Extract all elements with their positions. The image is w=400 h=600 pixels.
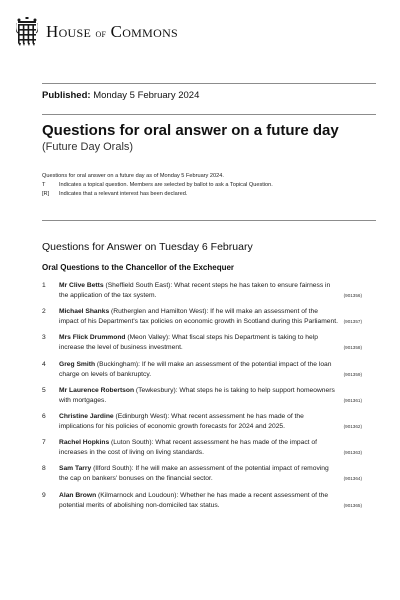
question-reference: (901365) [343,502,362,508]
published-date: Monday 5 February 2024 [93,90,200,101]
questions-list [42,281,362,517]
document-subtitle: (Future Day Orals) [42,141,134,153]
question-item [42,360,362,380]
question-text: Whether he has made a recent assessment of the potential merits of abolishing non-domiciled tax status. [59,491,329,509]
house-of-commons-header [16,12,178,52]
question-number: 1 [42,282,46,289]
question-text: If he will make an assessment of the impact of his Department's tax policies on economic growth in Scotland during this Parliament. [59,308,338,326]
question-item [42,438,362,458]
member-name: Mr Laurence Robertson [59,386,135,394]
constituency: (Buckingham): [96,360,141,368]
question-reference: (901362) [343,423,362,429]
brand-house: House [46,22,92,41]
question-number: 6 [42,412,46,420]
divider-intro [42,220,376,221]
question-item [42,386,362,406]
legend-text: Indicates a topical question. Members are selected by ballot to ask a Topical Question. [59,182,273,188]
member-name: Mr Clive Betts [59,282,104,289]
constituency: (Ilford South): [93,465,134,473]
legend-text: Indicates that a relevant interest has been declared. [59,191,188,197]
member-name: Michael Shanks [59,308,110,316]
question-text: If he will make an assessment of the potential impact of the loan charge on levels of bankruptcy. [59,360,332,378]
divider-top [42,83,376,84]
question-reference: (901364) [343,476,362,482]
constituency: (Meon Valley): [127,334,170,342]
legend-row-topical [42,181,273,190]
question-item [42,281,362,301]
document-title: Questions for oral answer on a future day [42,122,339,139]
question-text: What fiscal steps his Department is taking to help increase the level of business investment. [59,334,318,352]
member-name: Sam Tarry [59,465,92,473]
brand-of: of [95,26,107,40]
question-number: 2 [42,308,46,316]
published-line [42,90,199,101]
question-item [42,491,362,511]
portcullis-logo-icon [16,17,38,47]
member-name: Greg Smith [59,360,96,368]
question-reference: (901359) [343,371,362,377]
question-reference: (901361) [343,397,362,403]
question-text: What recent assessment he has made of the implications for his policies of economic growth forecasts for 2024 and 2025. [59,412,304,430]
question-text: What recent steps he has taken to ensure fairness in the application of the tax system. [59,282,331,299]
member-name: Christine Jardine [59,412,114,420]
legend-key: [R] [42,191,50,197]
member-name: Alan Brown [59,491,97,499]
question-number: 4 [42,360,46,368]
published-label: Published: [42,90,91,101]
question-item [42,307,362,327]
subsection-heading: Oral Questions to the Chancellor of the Exchequer [42,263,235,272]
section-heading: Questions for Answer on Tuesday 6 February [42,241,253,253]
question-item [42,333,362,353]
question-reference: (901358) [343,345,362,351]
brand-commons: Commons [110,22,179,41]
divider-published [42,114,376,115]
question-number: 9 [42,491,46,499]
constituency: (Sheffield South East): [105,282,173,289]
constituency: (Kilmarnock and Loudoun): [98,491,179,499]
constituency: (Rutherglen and Hamilton West): [111,308,209,316]
house-of-commons-wordmark [46,22,178,42]
question-item [42,464,362,484]
intro-line: Questions for oral answer on a future day as of Monday 5 February 2024. [42,173,224,179]
question-reference: (901357) [343,319,362,325]
question-text: What steps he is taking to help support homeowners with mortgages. [59,386,335,404]
question-text: If he will make an assessment of the potential impact of removing the cap on bankers' bonuses on the financial sector. [59,465,329,483]
legend-key: T [42,182,46,188]
member-name: Rachel Hopkins [59,439,110,447]
member-name: Mrs Flick Drummond [59,334,126,342]
question-number: 8 [42,465,46,473]
legend-row-interest [42,190,273,199]
constituency: (Edinburgh West): [115,412,170,420]
question-reference: (901363) [343,450,362,456]
constituency: (Tewkesbury): [135,386,178,394]
question-item [42,412,362,432]
question-number: 3 [42,334,46,342]
intro-block [42,172,273,199]
question-text: What recent assessment he has made of the impact of increases in the cost of living on living standards. [59,439,317,457]
constituency: (Luton South): [111,439,154,447]
question-number: 5 [42,386,46,394]
question-number: 7 [42,439,46,447]
question-reference: (901356) [343,293,362,298]
